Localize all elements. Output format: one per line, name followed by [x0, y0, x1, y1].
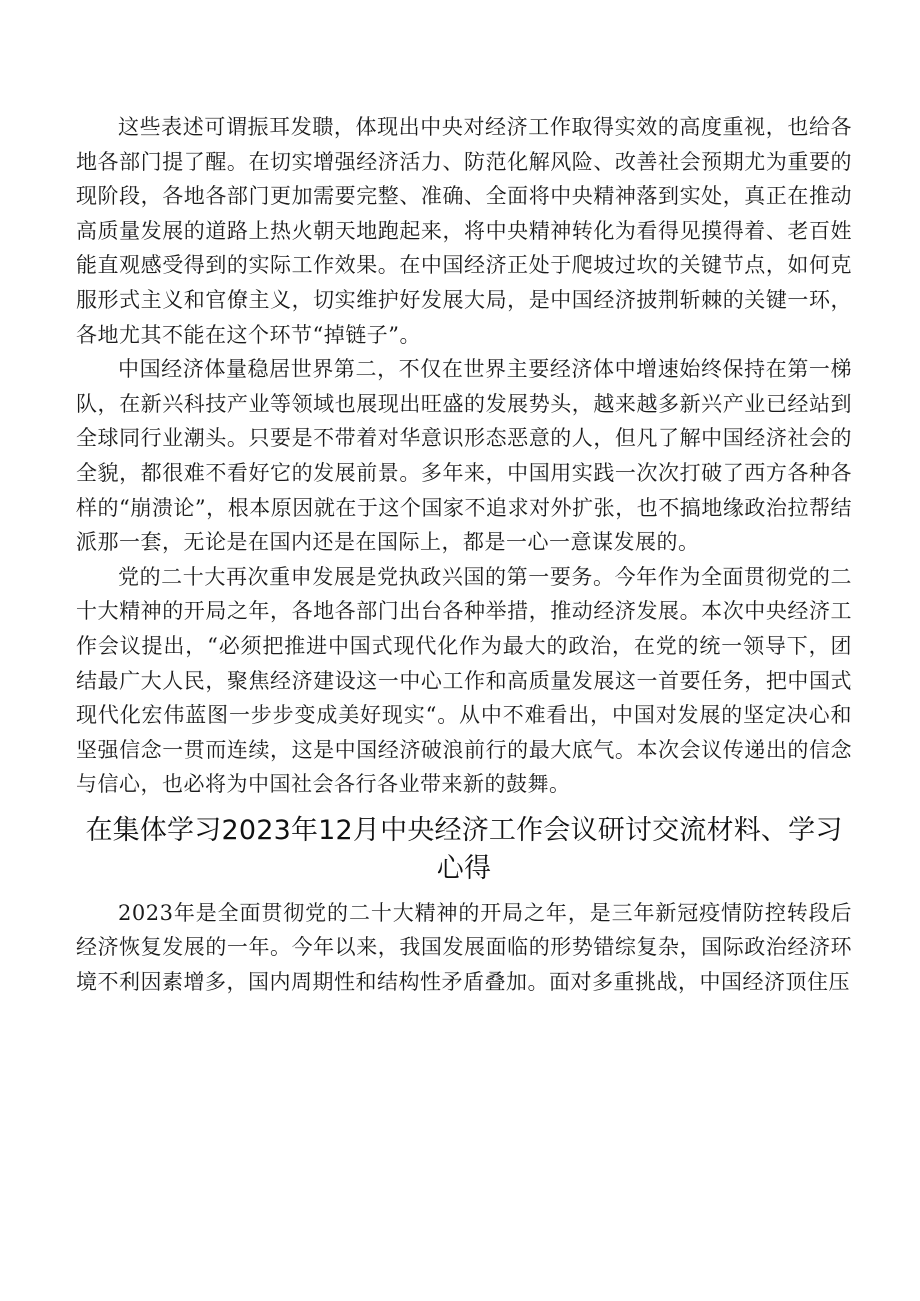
- document-page: [76, 110, 852, 1000]
- body-paragraph-1: 这些表述可谓振耳发聩，体现出中央对经济工作取得实效的高度重视，也给各地各部门提了醒。在切实增强经济活力、防范化解风险、改善社会预期尤为重要的现阶段，各地各部门更加需要完整、准确、全面将中央精神落到实处，真正在推动高质量发展的道路上热火朝天地跑起来，将中央精神转化为看得见摸得着、老百姓能直观感受得到的实际工作效果。在中国经济正处于爬坡过坎的关键节点，如何克服形式主义和官僚主义，切实维护好发展大局，是中国经济披荆斩棘的关键一环，各地尤其不能在这个环节“掉链子”。: [76, 115, 852, 347]
- body-paragraph-3: 党的二十大再次重申发展是党执政兴国的第一要务。今年作为全面贯彻党的二十大精神的开局之年，各地各部门出台各种举措，推动经济发展。本次中央经济工作会议提出，“必须把推进中国式现代化作为最大的政治，在党的统一领导下，团结最广大人民，聚焦经济建设这一中心工作和高质量发展这一首要任务，把中国式现代化宏伟蓝图一步步变成美好现实“。从中不难看出，中国对发展的坚定决心和坚强信念一贯而连续，这是中国经济破浪前行的最大底气。本次会议传递出的信念与信心，也必将为中国社会各行各业带来新的鼓舞。: [76, 564, 852, 797]
- body-paragraph-2: 中国经济体量稳居世界第二，不仅在世界主要经济体中增速始终保持在第一梯队，在新兴科技产业等领域也展现出旺盛的发展势头，越来越多新兴产业已经站到全球同行业潮头。只要是不带着对华意识形态恶意的人，但凡了解中国经济社会的全貌，都很难不看好它的发展前景。多年来，中国用实践一次次打破了西方各种各样的“崩溃论”，根本原因就在于这个国家不追求对外扩张，也不搞地缘政治拉帮结派那一套，无论是在国内还是在国际上，都是一心一意谋发展的。: [76, 357, 852, 555]
- section-heading: 在集体学习2023年12月中央经济工作会议研讨交流材料、学习心得: [85, 814, 843, 884]
- body-paragraph-4: 2023年是全面贯彻党的二十大精神的开局之年，是三年新冠疫情防控转段后经济恢复发展的一年。今年以来，我国发展面临的形势错综复杂，国际政治经济环境不利因素增多，国内周期性和结构性矛盾叠加。面对多重挑战，中国经济顶住压: [76, 900, 852, 995]
